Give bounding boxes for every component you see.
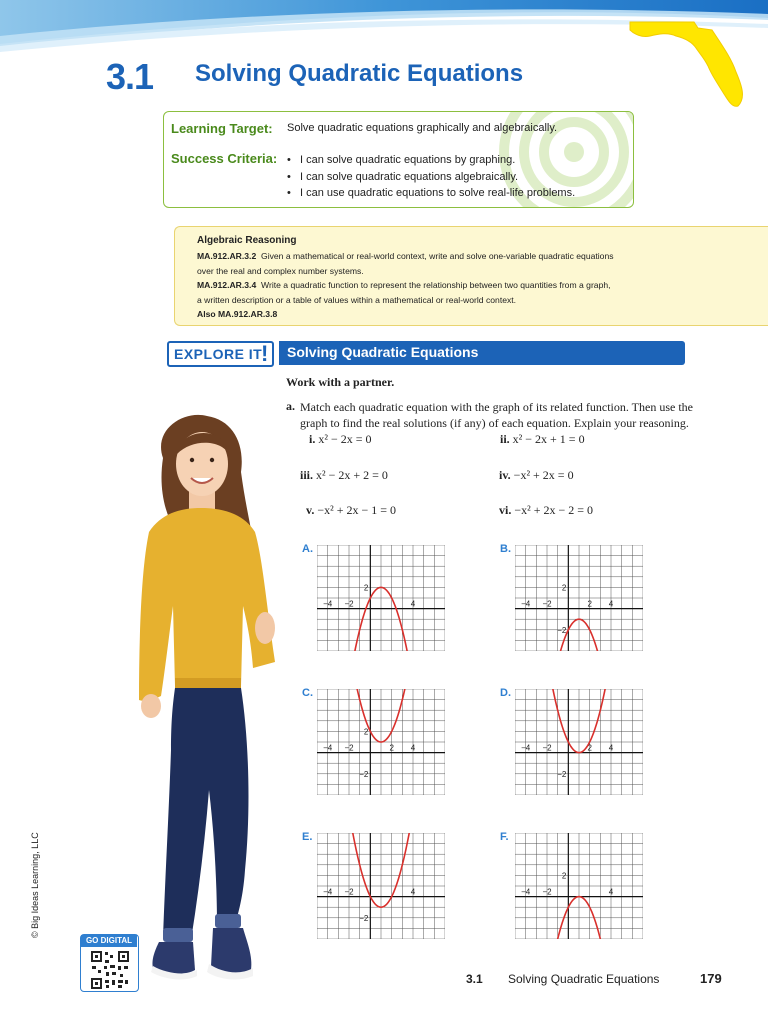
graph-b [515,545,643,651]
standard-text: Given a mathematical or real-world context, write and solve one-variable quadratic equations [261,251,614,261]
graph-label-b: B. [500,543,511,555]
explore-title: Solving Quadratic Equations [287,344,479,360]
equation-v: v. −x² + 2x − 1 = 0 [306,503,397,517]
y-tick-label: −2 [557,769,567,779]
standards-lines [197,249,757,322]
standard-line [197,293,757,308]
x-tick-label: −4 [323,743,333,753]
standards-box [174,226,768,326]
standard-text: over the real and complex number systems. [197,265,364,276]
standard-line [197,264,757,279]
y-tick-label: −2 [359,769,369,779]
x-tick-label: −4 [323,599,333,609]
x-tick-label: 4 [608,743,614,753]
list-item: • I can use quadratic equations to solve real-life problems. [287,185,575,202]
x-tick-label: −4 [323,887,333,897]
footer-section-title: Solving Quadratic Equations [508,972,660,986]
x-tick-label: 4 [410,599,416,609]
graph-c [317,689,445,795]
section-title: Solving Quadratic Equations [195,60,524,87]
x-tick-label: 2 [389,743,394,753]
x-tick-label: −4 [521,887,531,897]
y-tick-label: 2 [363,727,369,737]
x-tick-label: 2 [587,599,592,609]
list-item: • I can solve quadratic equations algebraically. [287,169,575,186]
qr-code-icon[interactable] [90,950,130,990]
success-criteria-list [287,152,575,202]
instruction-text: Work with a partner. [286,375,395,389]
graph-label-a: A. [302,543,313,555]
equation-iv: iv. −x² + 2x = 0 [499,468,574,482]
x-tick-label: −4 [521,743,531,753]
graph-label-f: F. [500,831,509,843]
footer-section-number: 3.1 [466,972,483,986]
x-tick-label: 4 [608,887,614,897]
part-letter: a. [286,399,295,413]
standard-code: MA.912.AR.3.2 [197,251,257,261]
standard-text: Write a quadratic function to represent the relationship between two quantities from a graph, [261,280,611,290]
standard-code: MA.912.AR.3.4 [197,280,257,290]
y-tick-label: 2 [363,583,369,593]
x-tick-label: 4 [608,599,614,609]
learning-target-label: Learning Target: [171,121,273,136]
explore-title-bar [279,341,685,365]
explore-it-bang: ! [261,341,269,366]
y-tick-label: 2 [561,583,567,593]
x-tick-label: 2 [587,743,592,753]
copyright-text: © Big Ideas Learning, LLC [30,832,40,938]
graph-f [515,833,643,939]
equation-vi: vi. −x² + 2x − 2 = 0 [499,503,594,517]
x-tick-label: −4 [521,599,531,609]
explore-it-text: EXPLORE IT [174,346,263,362]
success-criteria-label: Success Criteria: [171,151,278,166]
x-tick-label: −2 [344,743,354,753]
page-number: 179 [700,971,722,986]
y-tick-label: −2 [359,913,369,923]
equation-iii: iii. x² − 2x + 2 = 0 [300,468,388,482]
x-tick-label: −2 [344,887,354,897]
graph-label-d: D. [500,687,511,699]
y-tick-label: 2 [561,871,567,881]
standard-line [197,278,757,293]
standard-line [197,249,757,264]
graph-label-c: C. [302,687,313,699]
standard-line [197,307,757,322]
equation-i: i. x² − 2x = 0 [309,432,372,446]
section-number: 3.1 [106,56,154,97]
graph-d [515,689,643,795]
y-tick-label: −2 [557,625,567,635]
graph-a [317,545,445,651]
x-tick-label: 4 [410,743,416,753]
learning-target-text: Solve quadratic equations graphically and algebraically. [287,122,558,134]
graph-label-e: E. [302,831,313,843]
learning-target-box [163,111,634,208]
x-tick-label: −2 [542,887,552,897]
x-tick-label: 4 [410,887,416,897]
explore-it-label [167,341,274,367]
standards-title: Algebraic Reasoning [197,235,297,246]
list-item: • I can solve quadratic equations by graphing. [287,152,575,169]
graph-e [317,833,445,939]
standard-text: a written description or a table of values within a mathematical or real-world context. [197,294,517,305]
x-tick-label: −2 [542,743,552,753]
x-tick-label: −2 [344,599,354,609]
standard-also: Also MA.912.AR.3.8 [197,309,278,319]
part-text: Match each quadratic equation with the graph of its related function. Then use the graph to find the real solutions (if any) of each equation. Explain your reasoning. [300,400,693,430]
go-digital-badge[interactable] [80,934,139,992]
student-photo [105,410,305,992]
x-tick-label: −2 [542,599,552,609]
florida-map-icon [628,14,748,110]
go-digital-label: GO DIGITAL [81,935,137,947]
equation-ii: ii. x² − 2x + 1 = 0 [500,432,585,446]
